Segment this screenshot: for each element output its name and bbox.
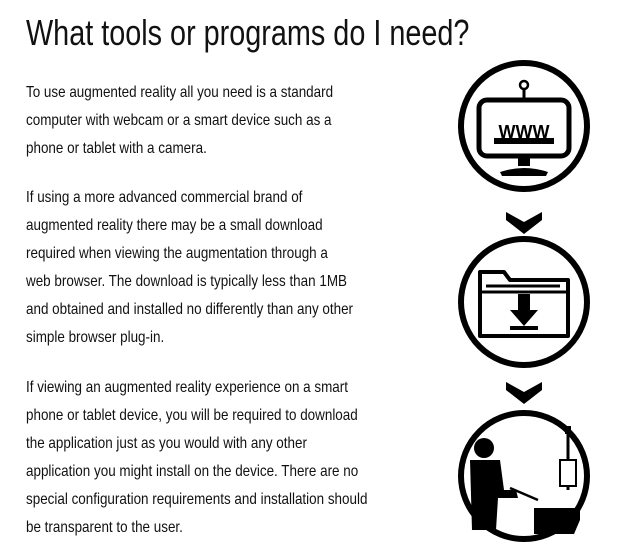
text-line: simple browser plug-in.: [26, 329, 165, 346]
page-title: What tools or programs do I need?: [26, 12, 470, 53]
text-line: If viewing an augmented reality experience on a smart: [26, 379, 348, 396]
text-line: be transparent to the user.: [26, 519, 183, 536]
text-line: required when viewing the augmentation through a: [26, 245, 328, 262]
text-line: phone or tablet with a camera.: [26, 140, 207, 157]
text-line: To use augmented reality all you need is a standard: [26, 84, 334, 101]
download-folder-icon: [461, 239, 587, 365]
monitor-www-label: WWW: [498, 122, 550, 142]
text-line: computer with webcam or a smart device such as a: [26, 112, 332, 129]
paragraph-smart-device: [26, 374, 387, 542]
text-line: If using a more advanced commercial brand of: [26, 189, 303, 206]
chevron-down-icon: [506, 382, 542, 404]
computer-monitor-icon: [461, 63, 587, 189]
text-line: phone or tablet device, you will be required to download: [26, 407, 358, 424]
paragraph-requirements: [26, 79, 387, 163]
presenter-icon: [461, 413, 587, 539]
text-line: the application just as you would with any other: [26, 435, 307, 452]
chevron-down-icon: [506, 212, 542, 234]
text-line: augmented reality there may be a small download: [26, 217, 323, 234]
paragraph-commercial-download: [26, 184, 387, 352]
text-line: web browser. The download is typically less than 1MB: [26, 273, 347, 290]
text-line: special configuration requirements and installation should: [26, 491, 368, 508]
process-graphic: [434, 60, 614, 554]
text-line: and obtained and installed no differently than any other: [26, 301, 354, 318]
text-line: application you might install on the device. There are no: [26, 463, 359, 480]
